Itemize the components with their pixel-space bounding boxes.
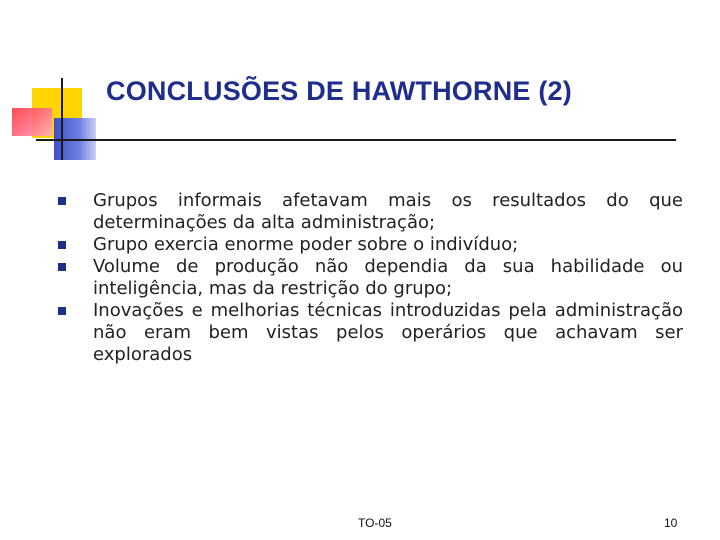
bullet-square-icon [58,307,66,315]
bullet-square-icon [58,263,66,271]
bullet-square-icon [58,241,66,249]
bullet-text: Inovações e melhorias técnicas introduzidas pela administração não eram bem vistas pelos operários que achavam ser explorados [93,300,683,365]
bullet-text: Grupos informais afetavam mais os resultados do que determinações da alta administração; [93,190,683,233]
page-number: 10 [664,516,678,530]
bullet-list [58,190,683,366]
decor-red-square [12,108,52,136]
bullet-item [58,300,683,366]
bullet-text: Volume de produção não dependia da sua habilidade ou inteligência, mas da restrição do grupo; [93,256,683,299]
footer-label: TO-05 [358,516,392,530]
bullet-item [58,190,683,234]
bullet-text: Grupo exercia enorme poder sobre o indivíduo; [93,234,519,255]
decor-vertical-line [61,78,63,160]
bullet-item [58,256,683,300]
slide-title: CONCLUSÕES DE HAWTHORNE (2) [106,76,572,106]
title-divider-line [36,139,676,141]
bullet-square-icon [58,197,66,205]
bullet-item [58,234,683,256]
